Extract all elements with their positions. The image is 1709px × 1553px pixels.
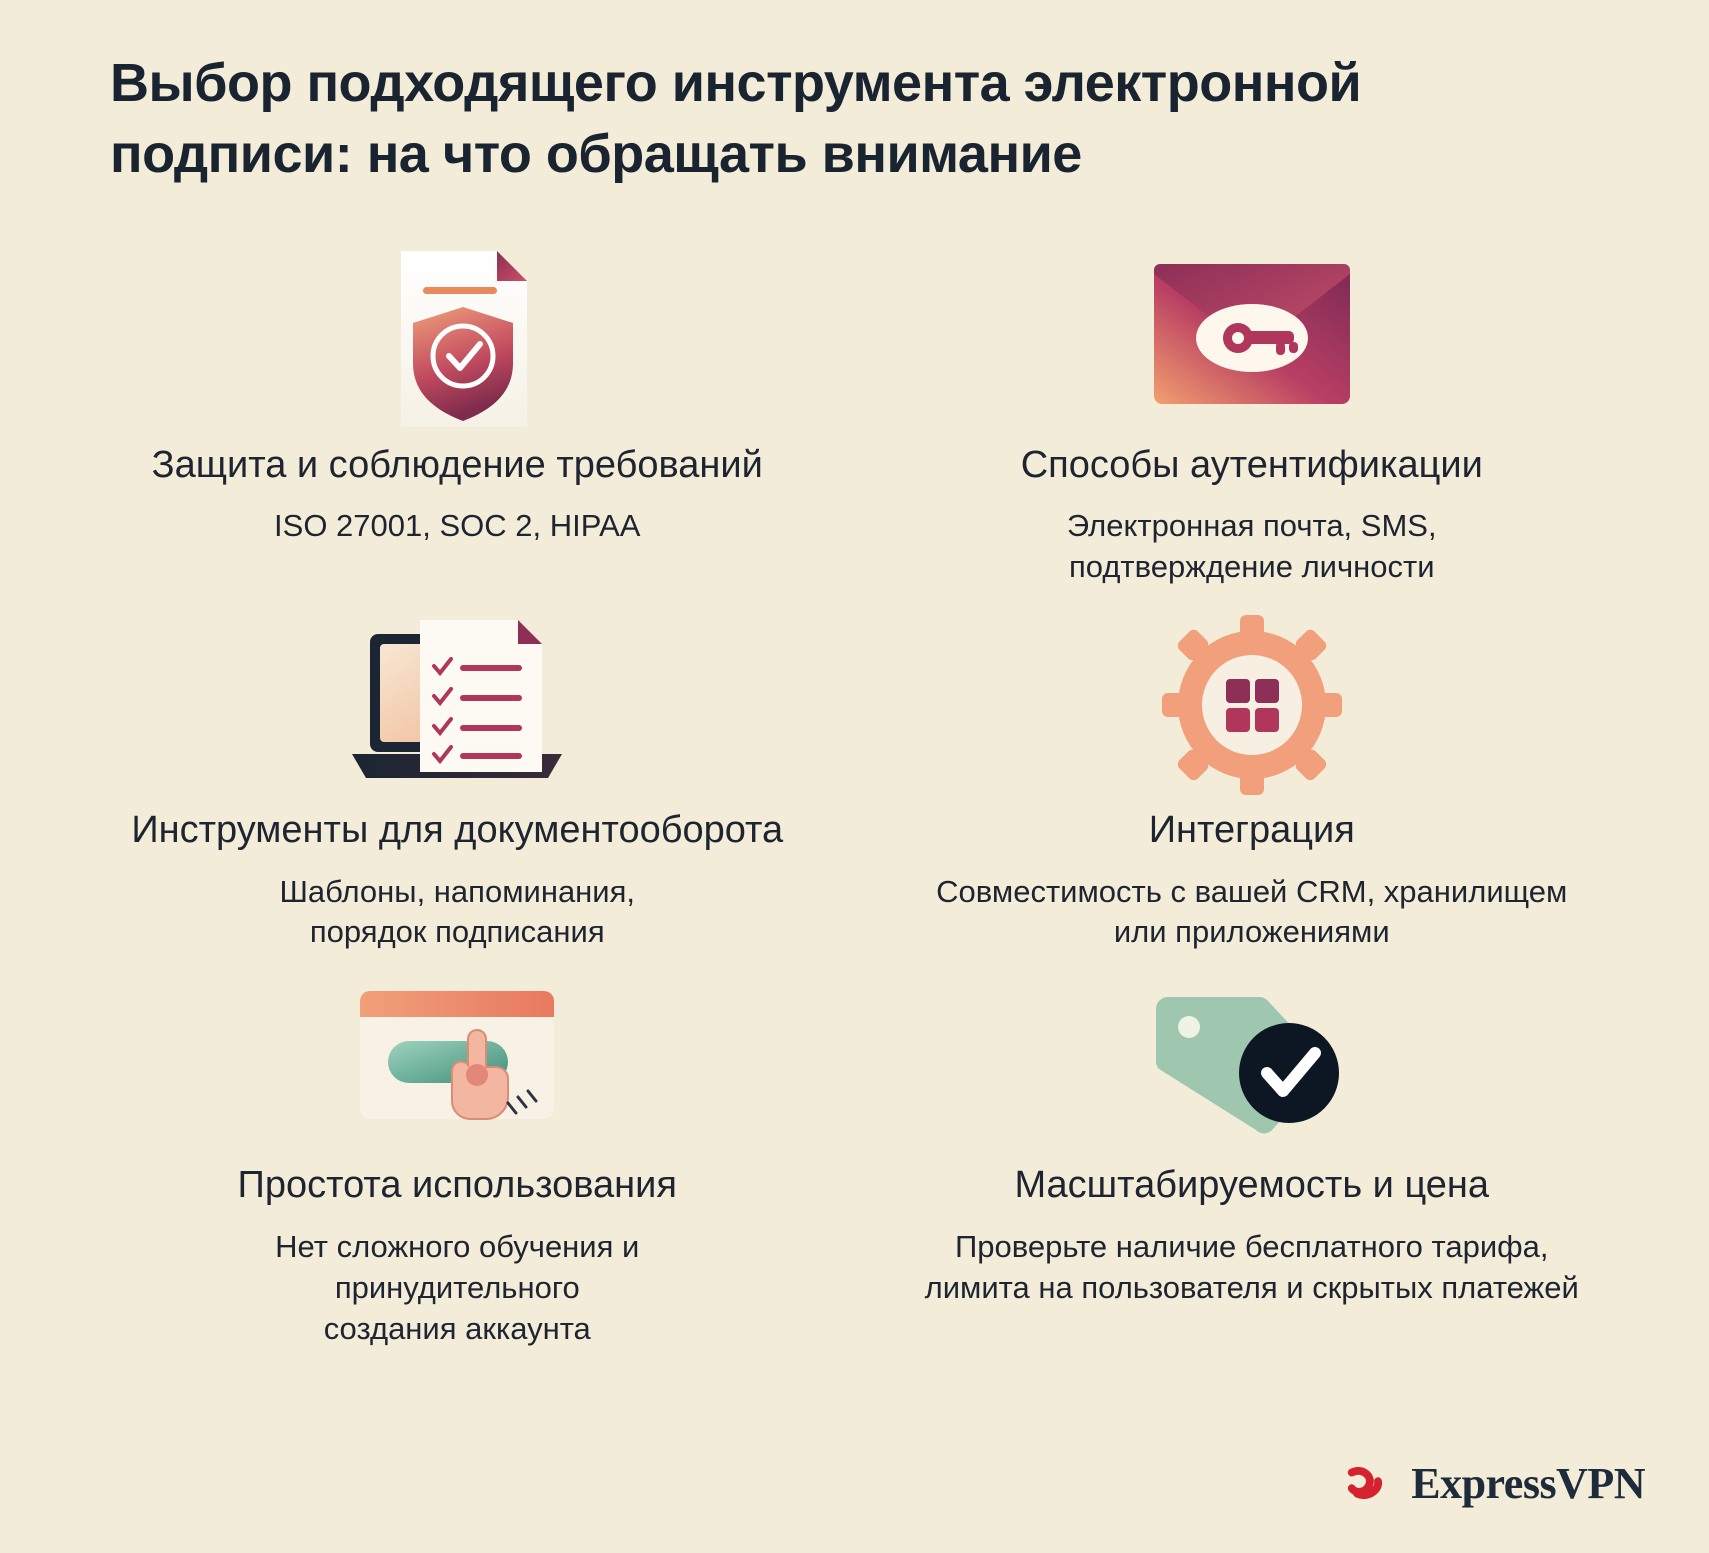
feature-title: Масштабируемость и цена bbox=[1014, 1164, 1490, 1207]
feature-title: Интеграция bbox=[1148, 808, 1355, 851]
feature-item bbox=[855, 975, 1650, 1349]
price-tag-check-icon bbox=[1147, 975, 1357, 1155]
feature-description: Проверьте наличие бесплатного тарифа, лимита на пользователя и скрытых платежей bbox=[924, 1228, 1579, 1305]
feature-item bbox=[60, 610, 855, 953]
brand-name: ExpressVPN bbox=[1411, 1458, 1645, 1508]
gear-apps-icon bbox=[1162, 610, 1342, 800]
feature-title: Простота использования bbox=[237, 1164, 677, 1207]
envelope-key-icon bbox=[1142, 235, 1362, 435]
feature-item bbox=[855, 610, 1650, 953]
expressvpn-mark-icon bbox=[1343, 1455, 1399, 1511]
document-shield-icon bbox=[357, 235, 557, 435]
feature-description: Шаблоны, напоминания, порядок подписания bbox=[279, 873, 636, 950]
feature-description: Совместимость с вашей CRM, хранилищем или приложениями bbox=[936, 873, 1568, 950]
feature-item bbox=[60, 975, 855, 1349]
feature-description: Электронная почта, SMS, подтверждение личности bbox=[1066, 508, 1437, 585]
feature-title: Инструменты для документооборота bbox=[131, 808, 784, 851]
feature-description: ISO 27001, SOC 2, HIPAA bbox=[274, 508, 641, 544]
feature-grid bbox=[0, 235, 1709, 1350]
brand-logo bbox=[1343, 1455, 1645, 1511]
feature-title: Способы аутентификации bbox=[1020, 443, 1483, 486]
page-title: Выбор подходящего инструмента электронной подписи: на что обращать внимание bbox=[110, 53, 1362, 185]
feature-item bbox=[60, 235, 855, 588]
feature-description: Нет сложного обучения и принудительного создания аккаунта bbox=[275, 1228, 640, 1346]
tap-button-icon bbox=[352, 975, 562, 1155]
laptop-checklist-icon bbox=[342, 610, 572, 800]
feature-item bbox=[855, 235, 1650, 588]
feature-title: Защита и соблюдение требований bbox=[151, 443, 763, 486]
